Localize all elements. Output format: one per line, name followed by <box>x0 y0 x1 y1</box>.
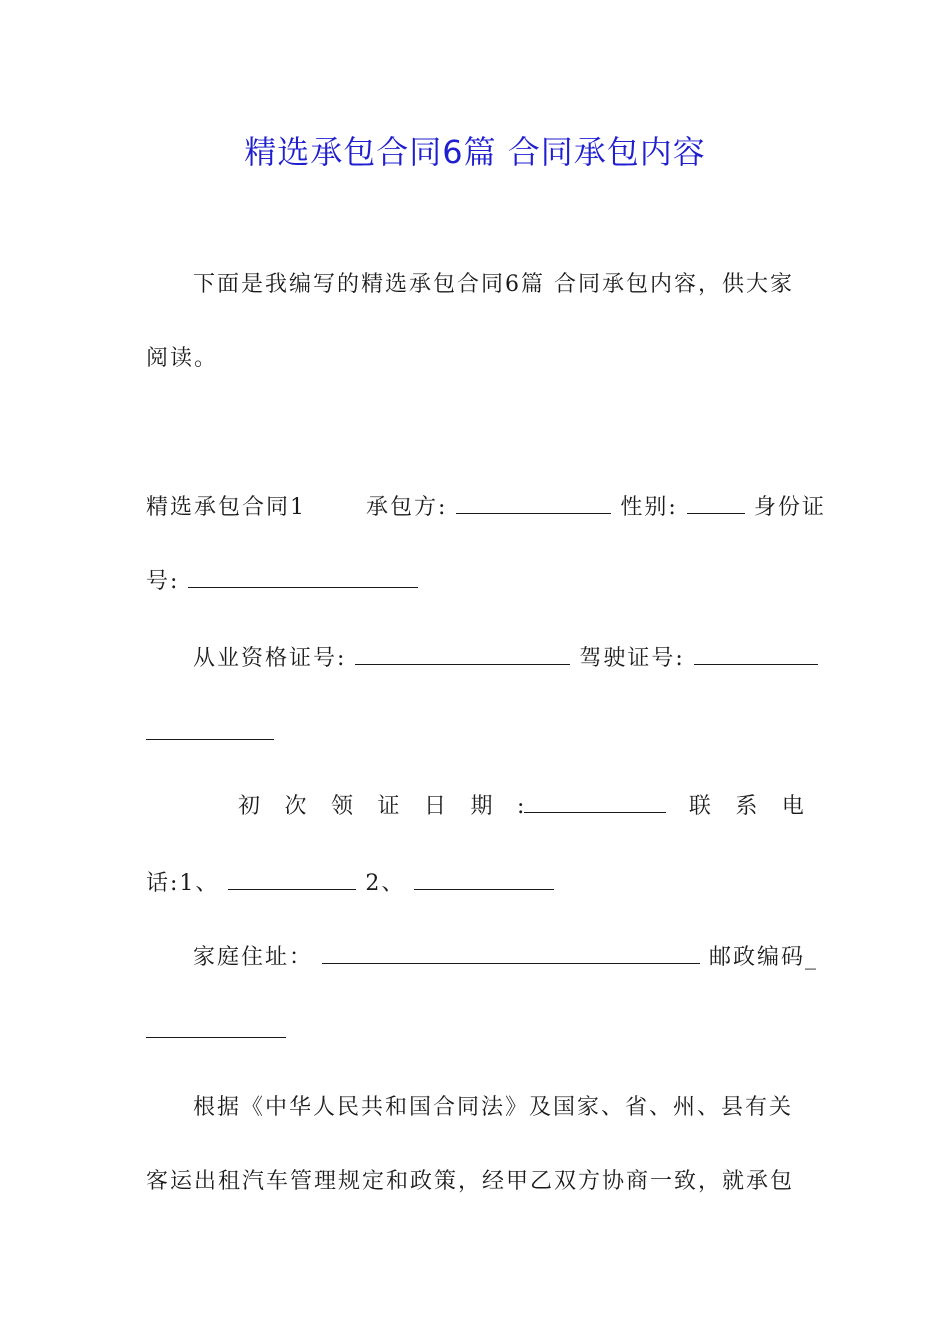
first-license-date-line <box>238 789 806 825</box>
contract-1-header-line <box>146 490 826 526</box>
contract-heading: 精选承包合同1 <box>146 495 306 520</box>
gender-blank <box>687 491 745 514</box>
license-blank <box>694 642 818 665</box>
intro-paragraph-line-1: 下面是我编写的精选承包合同6篇 合同承包内容，供大家 <box>193 272 794 297</box>
phone-second-label: 2、 <box>365 871 406 896</box>
phone-line <box>146 866 806 902</box>
id-number-line <box>146 564 806 600</box>
phone-1-blank <box>228 867 356 890</box>
phone-2-blank <box>414 867 554 890</box>
basis-paragraph-line-1: 根据《中华人民共和国合同法》及国家、省、州、县有关 <box>193 1095 794 1120</box>
basis-paragraph-line-2: 客运出租汽车管理规定和政策，经甲乙双方协商一致，就承包 <box>146 1169 795 1194</box>
first-license-date-colon: : <box>517 794 525 819</box>
license-continuation-line <box>146 716 806 752</box>
contractor-blank <box>456 491 611 514</box>
document-title: 精选承包合同6篇 合同承包内容 <box>244 133 706 171</box>
license-blank-continued <box>146 717 274 740</box>
id-label-part2: 号: <box>146 569 180 594</box>
first-license-date-char: 日 <box>424 794 449 819</box>
qualification-blank <box>355 642 570 665</box>
first-license-date-char: 次 <box>284 794 309 819</box>
license-label: 驾驶证号: <box>579 646 685 671</box>
phone-label-char: 电 <box>781 794 806 819</box>
id-label-part1: 身份证 <box>753 495 826 520</box>
gender-label: 性别: <box>620 495 678 520</box>
intro-paragraph-line-2: 阅读。 <box>146 346 219 371</box>
phone-label-char: 系 <box>735 794 760 819</box>
address-line <box>193 940 819 976</box>
first-license-date-char: 初 <box>238 794 263 819</box>
qualification-label: 从业资格证号: <box>193 646 347 671</box>
postcode-continuation-line <box>146 1014 806 1050</box>
first-license-date-char: 领 <box>331 794 356 819</box>
first-license-date-char: 期 <box>470 794 495 819</box>
first-license-date-field <box>517 789 666 825</box>
contractor-label: 承包方: <box>366 495 448 520</box>
phone-label-char: 联 <box>688 794 713 819</box>
id-number-blank <box>188 565 418 588</box>
address-blank <box>322 941 700 964</box>
postcode-blank <box>146 1015 286 1038</box>
first-license-date-blank <box>524 790 666 813</box>
qualification-line <box>193 641 806 677</box>
phone-label-part2: 话:1、 <box>146 871 220 896</box>
postcode-label: 邮政编码_ <box>709 945 819 970</box>
address-label: 家庭住址： <box>193 945 314 970</box>
first-license-date-char: 证 <box>377 794 402 819</box>
